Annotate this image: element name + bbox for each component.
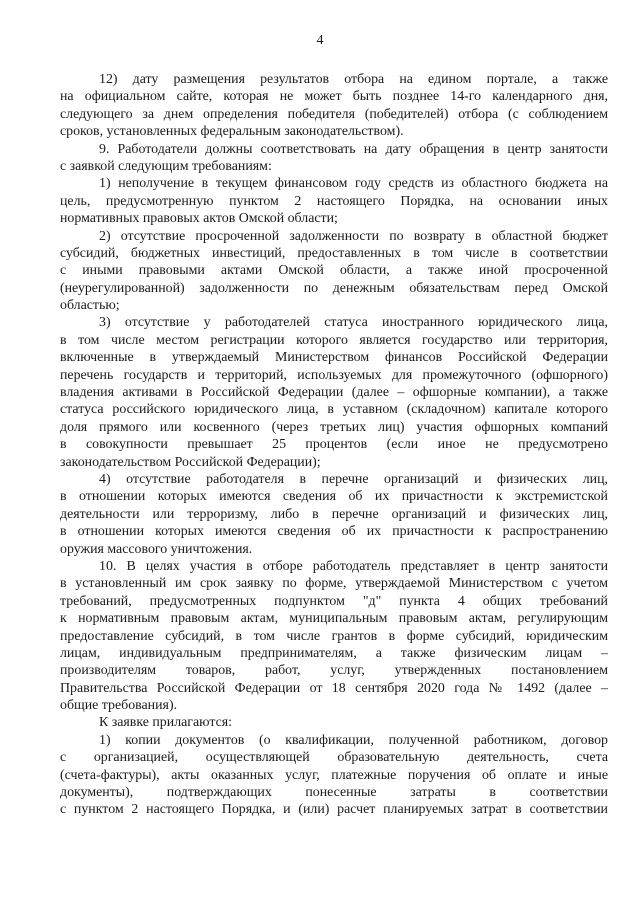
text-line: владения активами в Российской Федерации (далее – офшорные компании), а также <box>60 385 608 401</box>
text-line: общие требования). <box>60 698 178 714</box>
text-line: к нормативным правовым актам, муниципальным правовым актам, регулирующим <box>60 611 608 627</box>
text-line: законодательством Российской Федерации); <box>60 454 321 470</box>
text-line: субсидий, бюджетных инвестиций, предоставленных в том числе в соответствии <box>60 245 608 261</box>
text-line: 4) отсутствие работодателя в перечне организаций и физических лиц, <box>99 471 608 487</box>
text-line: требований, предусмотренных подпунктом "д" пункта 4 общих требований <box>60 593 608 609</box>
text-line: в совокупности превышает 25 процентов (если иное не предусмотрено <box>60 437 608 453</box>
text-line: перечень государств и территорий, используемых для промежуточного (офшорного) <box>60 367 608 383</box>
text-line: цель, предусмотренную пунктом 2 настоящего Порядка, на основании иных <box>60 193 608 209</box>
text-line: деятельности или терроризму, либо в перечне организаций и физических лиц, <box>60 506 608 522</box>
text-line: документы), подтверждающих понесенные затраты в соответствии <box>60 785 608 801</box>
text-line: на официальном сайте, которая не может быть позднее 14-го календарного дня, <box>60 89 608 105</box>
text-line: К заявке прилагаются: <box>99 715 232 731</box>
text-line: в отношении которых имеются сведения об их причастности к экстремистской <box>60 489 608 505</box>
text-line: с пунктом 2 настоящего Порядка, и (или) расчет планируемых затрат в соответствии <box>60 802 608 818</box>
document-body <box>60 71 608 819</box>
text-line: предоставление субсидий, в том числе грантов в форме субсидий, юридическим <box>60 628 608 644</box>
page-number: 4 <box>316 33 324 48</box>
text-line: 9. Работодатели должны соответствовать на дату обращения в центр занятости <box>99 141 608 157</box>
text-line: нормативных правовых актов Омской области; <box>60 211 338 227</box>
text-line: 1) копии документов (о квалификации, полученной работником, договор <box>99 732 608 748</box>
text-line: (счета-фактуры), акты оказанных услуг, платежные поручения об оплате и иные <box>60 767 608 783</box>
text-line: 3) отсутствие у работодателей статуса иностранного юридического лица, <box>99 315 608 331</box>
text-line: производителям товаров, работ, услуг, утвержденных постановлением <box>60 663 608 679</box>
text-line: с заявкой следующим требованиям: <box>60 158 272 174</box>
text-line: статуса российского юридического лица, в уставном (складочном) капитале которого <box>60 402 608 418</box>
text-line: в том числе местом регистрации которого является государство или территория, <box>60 332 608 348</box>
text-line: 12) дату размещения результатов отбора на едином портале, а также <box>99 72 608 87</box>
text-line: с иными правовыми актами Омской области, а также иной просроченной <box>60 263 608 279</box>
text-line: Правительства Российской Федерации от 18 сентября 2020 года № 1492 (далее – <box>60 680 608 696</box>
text-line: доля прямого или косвенного (через третьих лиц) участия офшорных компаний <box>60 419 608 435</box>
text-line: 2) отсутствие просроченной задолженности по возврату в областной бюджет <box>99 228 608 244</box>
text-line: оружия массового уничтожения. <box>60 541 253 557</box>
text-line: областью; <box>60 298 120 314</box>
text-line: в установленный им срок заявку по форме, утверждаемой Министерством с учетом <box>60 576 608 592</box>
text-line: лицам, индивидуальным предпринимателям, а также физическим лицам – <box>60 645 608 661</box>
text-line: 10. В целях участия в отборе работодатель представляет в центр занятости <box>99 558 608 574</box>
text-line: 1) неполучение в текущем финансовом году средств из областного бюджета на <box>99 176 608 192</box>
text-line: в отношении которых имеются сведения об их причастности к распространению <box>60 524 608 540</box>
text-line: включенные в утверждаемый Министерством финансов Российской Федерации <box>60 350 608 366</box>
text-line: с организацией, осуществляющей образовательную деятельность, счета <box>60 750 608 766</box>
text-line: следующего за днем определения победителя (победителей) отбора (с соблюдением <box>60 106 608 122</box>
text-line: сроков, установленных федеральным законодательством). <box>60 124 404 140</box>
text-line: (неурегулированной) задолженности по денежным обязательствам перед Омской <box>60 280 608 296</box>
